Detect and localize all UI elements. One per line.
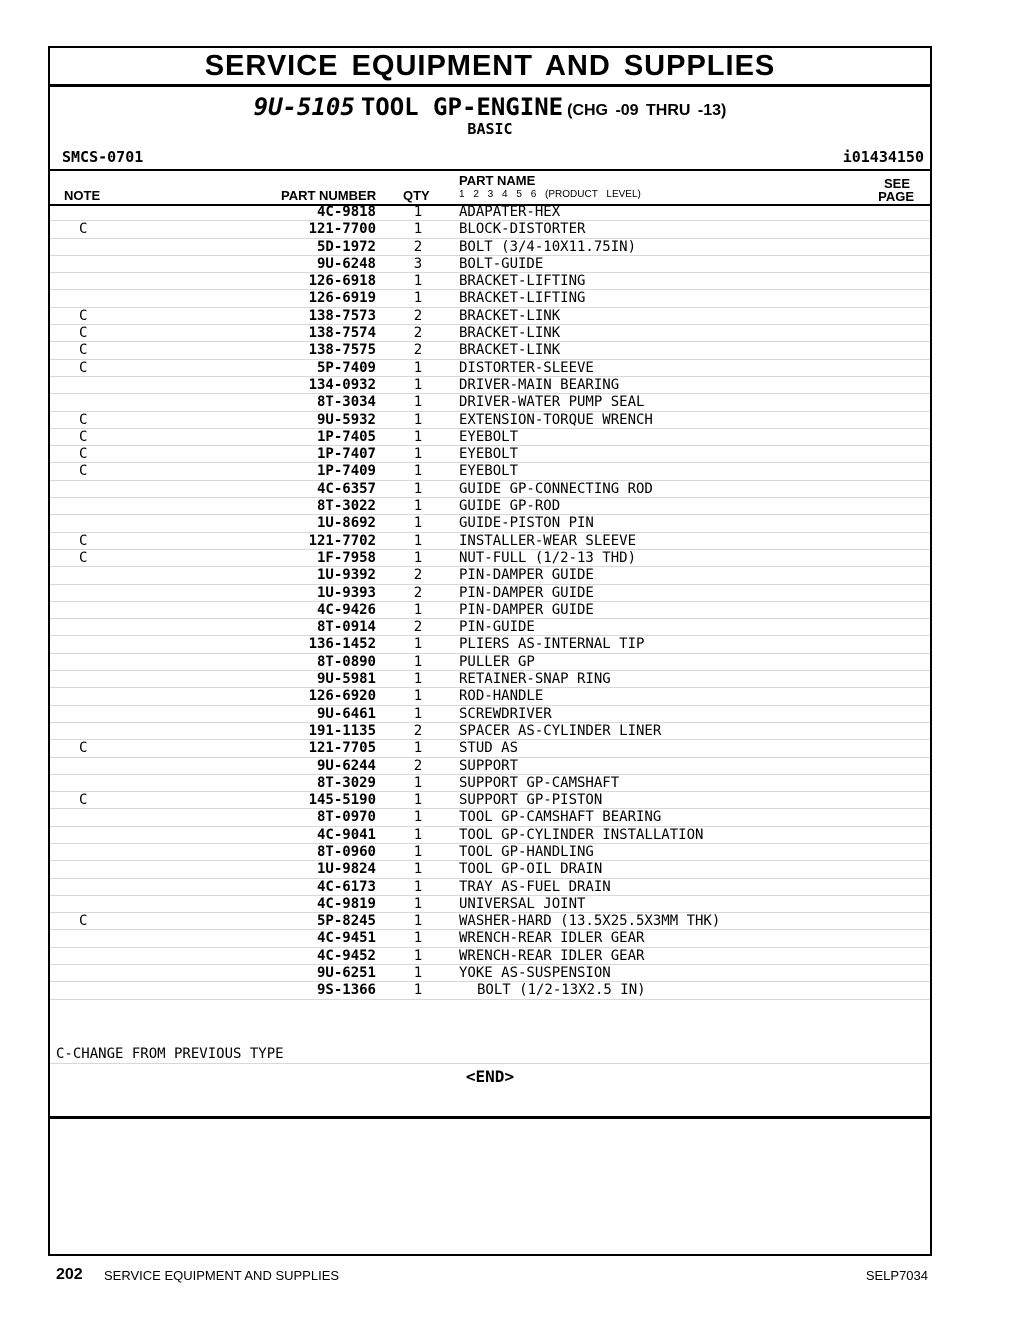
part-name-cell: WRENCH-REAR IDLER GEAR: [459, 930, 645, 947]
part-name-cell: BOLT (1/2-13X2.5 IN): [477, 982, 646, 999]
part-name-cell: UNIVERSAL JOINT: [459, 895, 586, 912]
table-row: [50, 896, 930, 913]
part-number-cell: 138-7573: [308, 307, 376, 324]
note-cell: C: [79, 532, 88, 549]
qty-cell: 1: [413, 411, 423, 428]
table-row: [50, 654, 930, 671]
table-row: [50, 861, 930, 878]
header-product-levels: 1 2 3 4 5 6 (PRODUCT LEVEL): [459, 189, 641, 200]
table-row: [50, 585, 930, 602]
part-name-cell: PIN-GUIDE: [459, 619, 535, 636]
qty-cell: 1: [413, 947, 423, 964]
table-row: [50, 706, 930, 723]
part-number-cell: 9U-6251: [316, 965, 376, 982]
page-title: SERVICE EQUIPMENT AND SUPPLIES: [50, 48, 930, 87]
qty-cell: 2: [413, 342, 423, 359]
qty-cell: 2: [413, 567, 423, 584]
part-number-cell: 4C-9818: [316, 204, 376, 220]
table-row: [50, 308, 930, 325]
table-row: [50, 758, 930, 775]
part-number-cell: 4C-9452: [316, 947, 376, 964]
note-cell: C: [79, 446, 88, 463]
page-frame: [48, 46, 932, 1256]
part-number-cell: 8T-0970: [316, 809, 376, 826]
table-row: [50, 982, 930, 999]
part-name-cell: BRACKET-LIFTING: [459, 290, 586, 307]
part-name-cell: GUIDE GP-CONNECTING ROD: [459, 480, 653, 497]
part-name-cell: ADAPATER-HEX: [459, 204, 561, 220]
qty-cell: 1: [413, 290, 423, 307]
table-row: [50, 412, 930, 429]
part-number-cell: 9U-5981: [316, 671, 376, 688]
part-number-cell: 134-0932: [308, 376, 376, 393]
part-number-cell: 1U-9392: [316, 567, 376, 584]
part-name-cell: DISTORTER-SLEEVE: [459, 359, 594, 376]
table-row: [50, 429, 930, 446]
table-row: [50, 948, 930, 965]
qty-cell: 1: [413, 965, 423, 982]
serial-range: (CHG -09 THRU -13): [567, 102, 727, 119]
part-number-cell: 1F-7958: [316, 549, 376, 566]
part-number-cell: 4C-9426: [316, 601, 376, 618]
part-name-cell: GUIDE-PISTON PIN: [459, 515, 594, 532]
qty-cell: 1: [413, 498, 423, 515]
part-name-cell: TOOL GP-CAMSHAFT BEARING: [459, 809, 662, 826]
part-name-cell: BRACKET-LINK: [459, 325, 561, 342]
part-number-cell: 126-6918: [308, 273, 376, 290]
part-number-cell: 126-6919: [308, 290, 376, 307]
note-cell: C: [79, 342, 88, 359]
part-number-cell: 4C-6357: [316, 480, 376, 497]
part-name-cell: BRACKET-LINK: [459, 342, 561, 359]
part-name-cell: SCREWDRIVER: [459, 705, 552, 722]
qty-cell: 1: [413, 204, 423, 220]
table-row: [50, 290, 930, 307]
part-number-cell: 8T-3022: [316, 498, 376, 515]
part-number-cell: 8T-3034: [316, 394, 376, 411]
table-row: [50, 879, 930, 896]
part-number-cell: 8T-0914: [316, 619, 376, 636]
part-name-cell: EYEBOLT: [459, 463, 519, 480]
qty-cell: 2: [413, 619, 423, 636]
qty-cell: 1: [413, 376, 423, 393]
qty-cell: 1: [413, 221, 423, 238]
part-name-cell: GUIDE GP-ROD: [459, 498, 561, 515]
table-row: [50, 567, 930, 584]
note-cell: C: [79, 359, 88, 376]
qty-cell: 1: [413, 895, 423, 912]
note-cell: C: [79, 463, 88, 480]
qty-cell: 1: [413, 428, 423, 445]
qty-cell: 1: [413, 671, 423, 688]
header-qty: QTY: [403, 188, 430, 203]
part-number-cell: 136-1452: [308, 636, 376, 653]
part-name-cell: EYEBOLT: [459, 446, 519, 463]
note-cell: C: [79, 325, 88, 342]
part-name-cell: TOOL GP-OIL DRAIN: [459, 861, 603, 878]
qty-cell: 1: [413, 774, 423, 791]
qty-cell: 1: [413, 359, 423, 376]
part-name-cell: BOLT-GUIDE: [459, 255, 544, 272]
parts-table: [50, 204, 930, 1000]
table-row: [50, 844, 930, 861]
part-number-cell: 191-1135: [308, 722, 376, 739]
part-number-cell: 4C-6173: [316, 878, 376, 895]
part-name-cell: INSTALLER-WEAR SLEEVE: [459, 532, 637, 549]
part-number-cell: 4C-9819: [316, 895, 376, 912]
qty-cell: 2: [413, 307, 423, 324]
part-number-cell: 5D-1972: [316, 238, 376, 255]
part-number-cell: 138-7575: [308, 342, 376, 359]
table-row: [50, 809, 930, 826]
qty-cell: 1: [413, 688, 423, 705]
part-number-cell: 5P-7409: [316, 359, 376, 376]
part-name-cell: ROD-HANDLE: [459, 688, 544, 705]
table-row: [50, 740, 930, 757]
table-row: [50, 463, 930, 480]
section-divider: [50, 1116, 930, 1119]
part-name-cell: BOLT (3/4-10X11.75IN): [459, 238, 637, 255]
part-name-cell: DRIVER-WATER PUMP SEAL: [459, 394, 645, 411]
note-cell: C: [79, 221, 88, 238]
part-number-cell: 126-6920: [308, 688, 376, 705]
table-row: [50, 913, 930, 930]
table-row: [50, 360, 930, 377]
part-number-cell: 9S-1366: [316, 982, 376, 999]
qty-cell: 1: [413, 273, 423, 290]
qty-cell: 1: [413, 446, 423, 463]
table-row: [50, 377, 930, 394]
qty-cell: 2: [413, 584, 423, 601]
qty-cell: 1: [413, 843, 423, 860]
table-row: [50, 498, 930, 515]
footnote-divider: [50, 1063, 930, 1064]
document-id: i01434150: [842, 148, 924, 166]
table-row: [50, 325, 930, 342]
note-cell: C: [79, 913, 88, 930]
part-name-cell: SUPPORT: [459, 757, 519, 774]
part-number-cell: 4C-9451: [316, 930, 376, 947]
header-part-name: PART NAME: [459, 173, 536, 188]
table-row: [50, 965, 930, 982]
part-number-cell: 9U-6248: [316, 255, 376, 272]
qty-cell: 1: [413, 532, 423, 549]
qty-cell: 1: [413, 826, 423, 843]
qty-cell: 1: [413, 861, 423, 878]
table-row: [50, 671, 930, 688]
table-row: [50, 204, 930, 221]
part-name-cell: BLOCK-DISTORTER: [459, 221, 586, 238]
note-cell: C: [79, 411, 88, 428]
part-name-cell: TOOL GP-HANDLING: [459, 843, 594, 860]
table-row: [50, 619, 930, 636]
note-cell: C: [79, 792, 88, 809]
table-row: [50, 792, 930, 809]
table-row: [50, 775, 930, 792]
qty-cell: 1: [413, 549, 423, 566]
table-row: [50, 256, 930, 273]
table-row: [50, 636, 930, 653]
part-number-cell: 121-7702: [308, 532, 376, 549]
qty-cell: 1: [413, 515, 423, 532]
qty-cell: 1: [413, 705, 423, 722]
table-header: [50, 169, 930, 206]
change-footnote: C-CHANGE FROM PREVIOUS TYPE: [56, 1046, 284, 1062]
qty-cell: 2: [413, 757, 423, 774]
part-number-cell: 8T-3029: [316, 774, 376, 791]
qty-cell: 1: [413, 809, 423, 826]
part-name-cell: TOOL GP-CYLINDER INSTALLATION: [459, 826, 704, 843]
note-cell: C: [79, 428, 88, 445]
part-name-cell: STUD AS: [459, 740, 519, 757]
part-name-cell: RETAINER-SNAP RING: [459, 671, 611, 688]
part-number-cell: 9U-5932: [316, 411, 376, 428]
qty-cell: 1: [413, 636, 423, 653]
table-row: [50, 602, 930, 619]
header-see: SEE: [883, 176, 910, 191]
part-name-cell: EXTENSION-TORQUE WRENCH: [459, 411, 653, 428]
level-label: BASIC: [467, 120, 513, 138]
footer-doc-code: SELP7034: [865, 1268, 928, 1283]
part-name-cell: BRACKET-LINK: [459, 307, 561, 324]
part-name-cell: DRIVER-MAIN BEARING: [459, 376, 620, 393]
part-name-cell: SPACER AS-CYLINDER LINER: [459, 722, 662, 739]
table-row: [50, 827, 930, 844]
qty-cell: 1: [413, 792, 423, 809]
qty-cell: 1: [413, 394, 423, 411]
qty-cell: 2: [413, 238, 423, 255]
table-row: [50, 723, 930, 740]
part-number-cell: 5P-8245: [316, 913, 376, 930]
header-part-number: PART NUMBER: [281, 188, 377, 203]
qty-cell: 1: [413, 653, 423, 670]
part-name-cell: PLIERS AS-INTERNAL TIP: [459, 636, 645, 653]
qty-cell: 2: [413, 325, 423, 342]
part-number-cell: 1P-7407: [316, 446, 376, 463]
part-name-cell: PIN-DAMPER GUIDE: [459, 584, 594, 601]
table-row: [50, 446, 930, 463]
note-cell: C: [79, 307, 88, 324]
part-number-cell: 138-7574: [308, 325, 376, 342]
part-number-cell: 1U-8692: [316, 515, 376, 532]
part-name-cell: WRENCH-REAR IDLER GEAR: [459, 947, 645, 964]
table-row: [50, 481, 930, 498]
qty-cell: 3: [413, 255, 423, 272]
part-name-cell: TRAY AS-FUEL DRAIN: [459, 878, 611, 895]
end-marker: <END>: [465, 1067, 515, 1086]
part-number-cell: 1P-7405: [316, 428, 376, 445]
part-name-cell: PULLER GP: [459, 653, 535, 670]
part-name-cell: EYEBOLT: [459, 428, 519, 445]
smcs-code: SMCS-0701: [62, 148, 144, 166]
part-number-cell: 9U-6461: [316, 705, 376, 722]
part-number-cell: 121-7700: [308, 221, 376, 238]
header-note: NOTE: [64, 188, 101, 203]
table-row: [50, 221, 930, 238]
footer-section-title: SERVICE EQUIPMENT AND SUPPLIES: [104, 1268, 340, 1283]
note-cell: C: [79, 740, 88, 757]
qty-cell: 1: [413, 480, 423, 497]
part-number-cell: 1U-9824: [316, 861, 376, 878]
note-cell: C: [79, 549, 88, 566]
part-number-cell: 145-5190: [308, 792, 376, 809]
table-row: [50, 515, 930, 532]
qty-cell: 2: [413, 722, 423, 739]
qty-cell: 1: [413, 930, 423, 947]
part-name-cell: WASHER-HARD (13.5X25.5X3MM THK): [459, 913, 721, 930]
part-number-cell: 4C-9041: [316, 826, 376, 843]
table-row: [50, 342, 930, 359]
table-row: [50, 550, 930, 567]
part-number-cell: 8T-0890: [316, 653, 376, 670]
header-page: PAGE: [878, 189, 914, 204]
table-row: [50, 930, 930, 947]
part-name-cell: BRACKET-LIFTING: [459, 273, 586, 290]
qty-cell: 1: [413, 982, 423, 999]
part-name-cell: PIN-DAMPER GUIDE: [459, 567, 594, 584]
part-name-cell: YOKE AS-SUSPENSION: [459, 965, 611, 982]
part-number-cell: 121-7705: [308, 740, 376, 757]
table-row: [50, 239, 930, 256]
part-number-cell: 8T-0960: [316, 843, 376, 860]
part-number-cell: 1P-7409: [316, 463, 376, 480]
qty-cell: 1: [413, 913, 423, 930]
qty-cell: 1: [413, 740, 423, 757]
part-name-cell: PIN-DAMPER GUIDE: [459, 601, 594, 618]
table-row: [50, 394, 930, 411]
table-row: [50, 688, 930, 705]
group-part-number: 9U-5105: [253, 93, 355, 121]
table-row: [50, 533, 930, 550]
part-name-cell: SUPPORT GP-CAMSHAFT: [459, 774, 620, 791]
part-name-cell: SUPPORT GP-PISTON: [459, 792, 603, 809]
qty-cell: 1: [413, 878, 423, 895]
group-name: TOOL GP-ENGINE: [360, 93, 564, 121]
qty-cell: 1: [413, 463, 423, 480]
part-number-cell: 9U-6244: [316, 757, 376, 774]
qty-cell: 1: [413, 601, 423, 618]
page-number: 202: [56, 1266, 83, 1283]
part-number-cell: 1U-9393: [316, 584, 376, 601]
part-name-cell: NUT-FULL (1/2-13 THD): [459, 549, 637, 566]
table-row: [50, 273, 930, 290]
